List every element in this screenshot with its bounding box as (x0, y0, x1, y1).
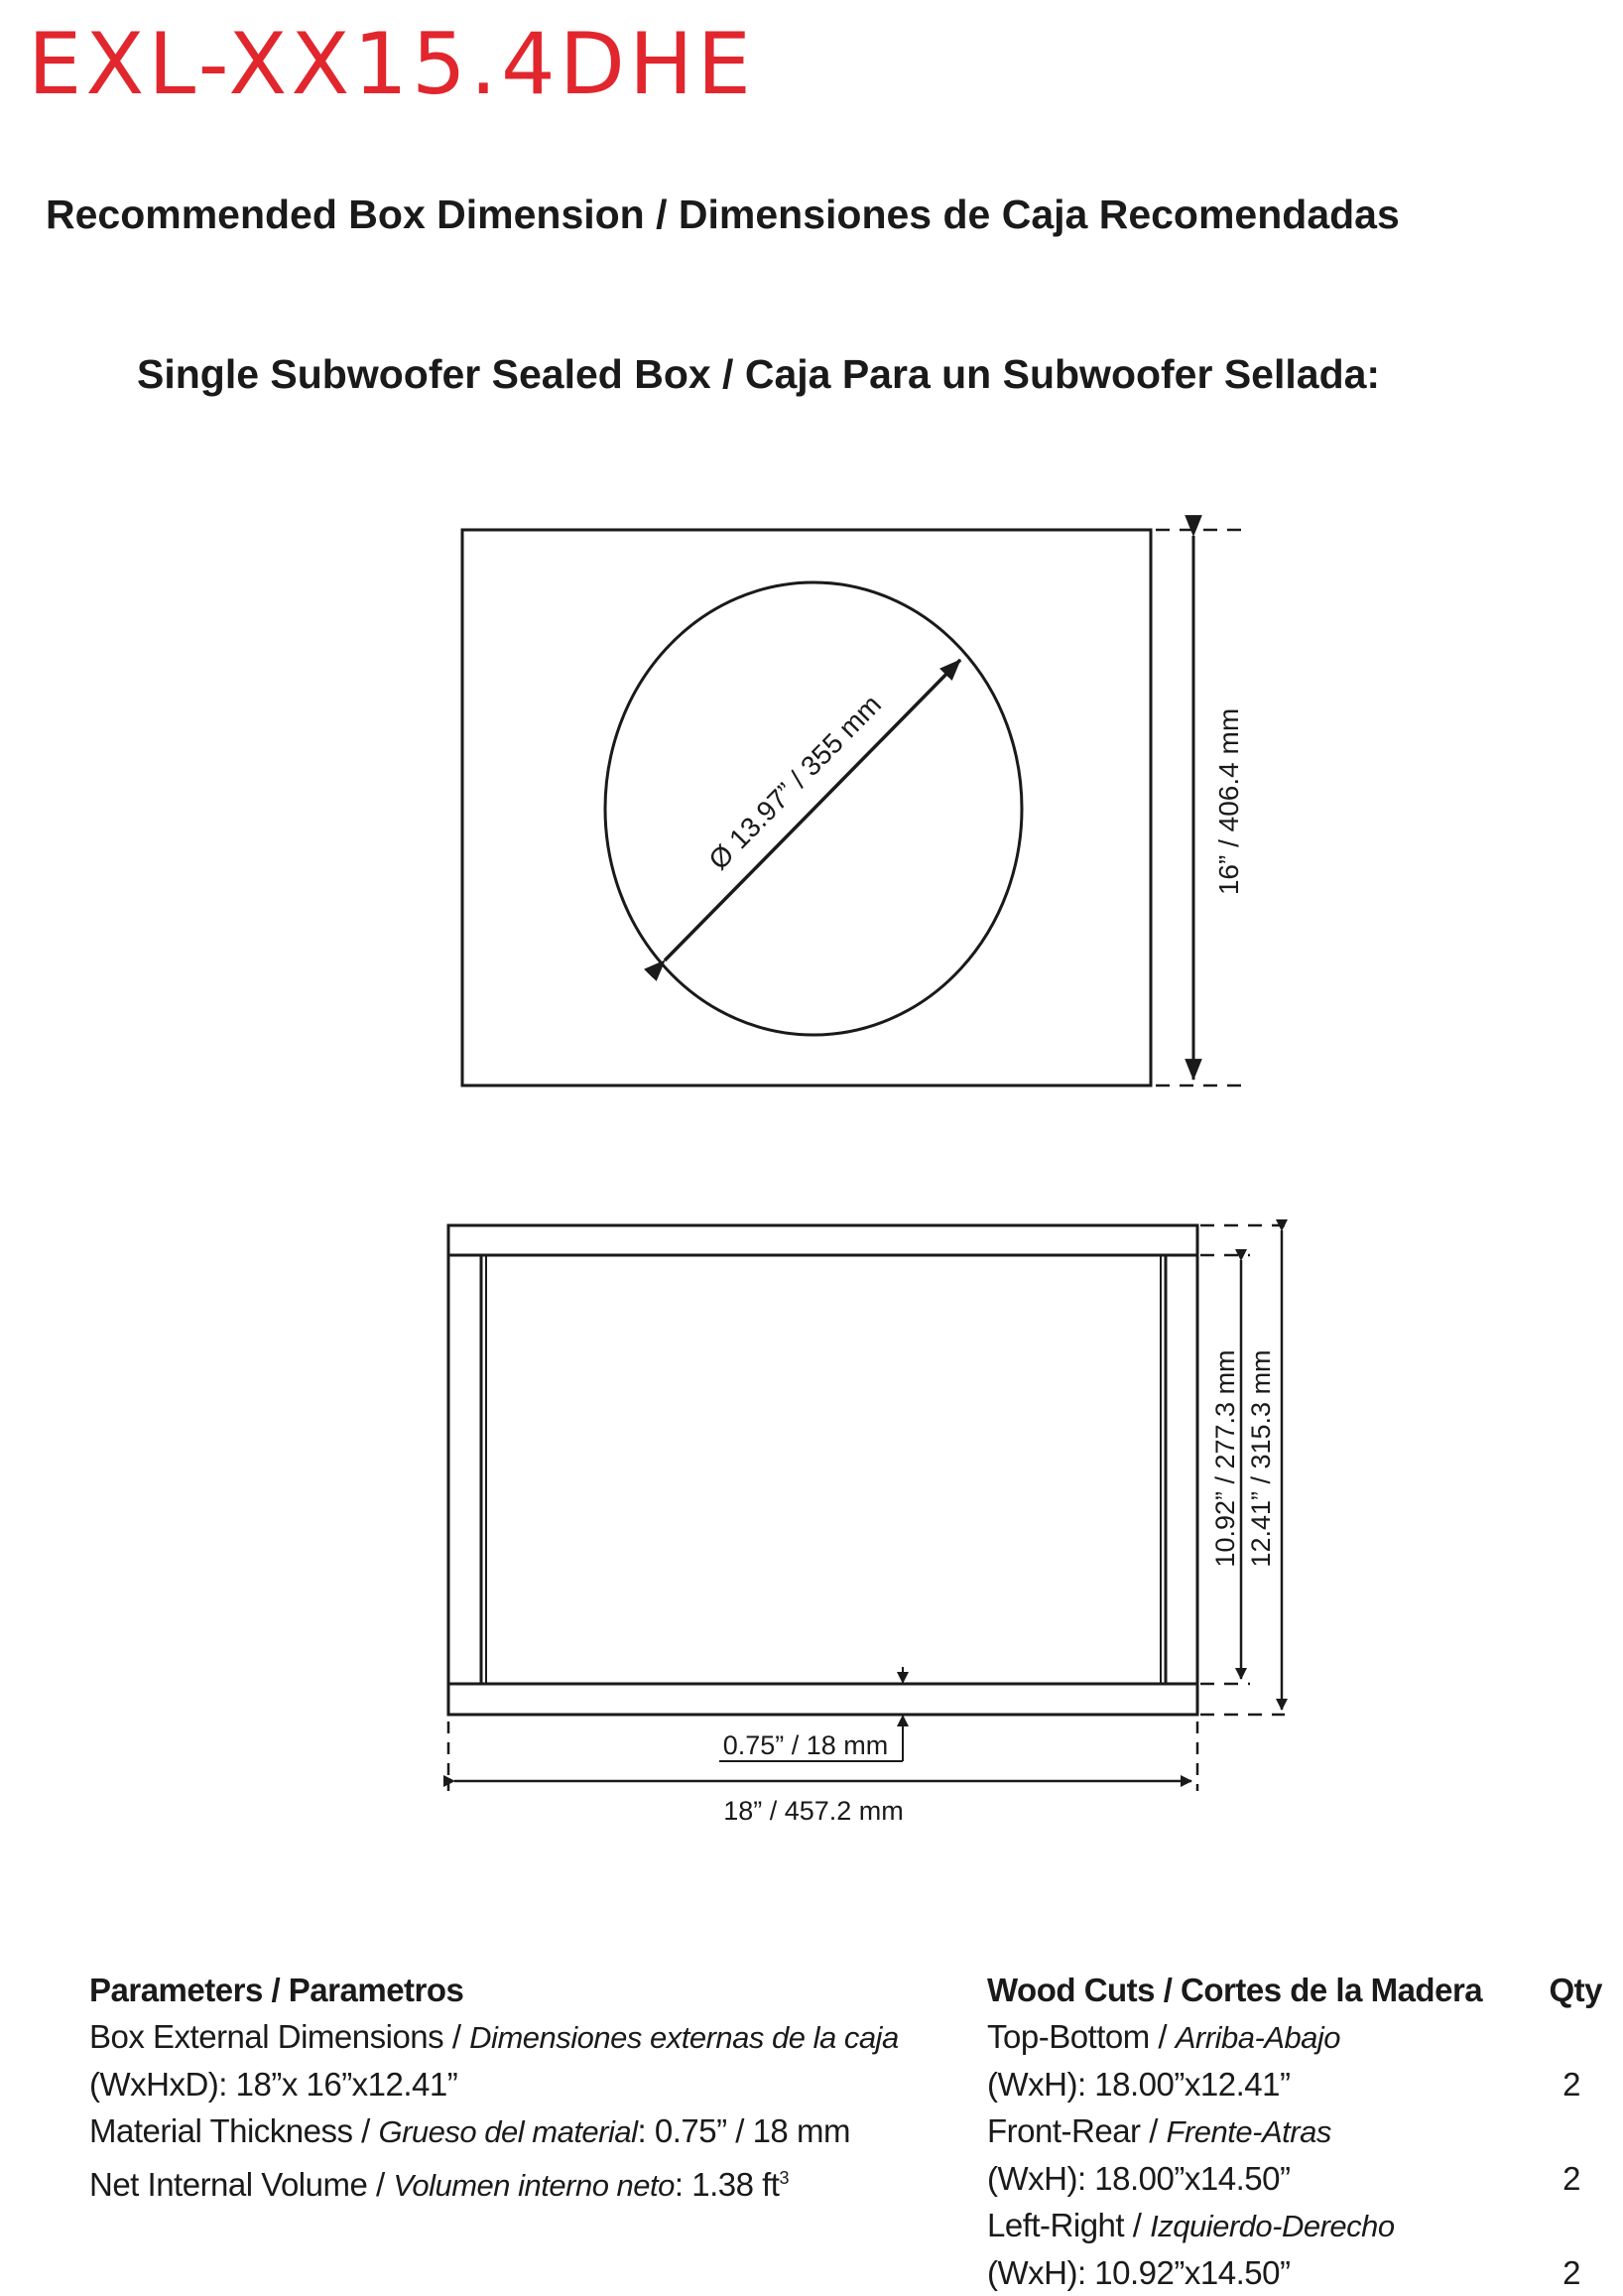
model-title: EXL-XX15.4DHE (28, 15, 755, 114)
cut-qty: 2 (1562, 2160, 1580, 2197)
volume-label: Net Internal Volume / (89, 2166, 385, 2203)
wood-cuts-section (987, 1967, 1602, 2296)
page-title: Recommended Box Dimension / Dimensiones de Caja Recomendadas (46, 191, 1400, 237)
volume-label-es: Volumen interno neto (393, 2168, 675, 2203)
cut-label: Top-Bottom / (987, 2018, 1168, 2055)
thickness-param-label-es: Grueso del material (378, 2114, 638, 2149)
cut-left-right-label (987, 2202, 1602, 2249)
thickness-label: 0.75” / 18 mm (722, 1730, 889, 1760)
ext-dim-label: Box External Dimensions / (89, 2018, 461, 2055)
qty-heading: Qty (1549, 1972, 1602, 2008)
ext-dim-label-es: Dimensiones externas de la caja (469, 2020, 899, 2055)
volume-unit-sup: 3 (779, 2168, 789, 2188)
parameters-heading: Parameters / Parametros (89, 1972, 464, 2008)
cut-label-es: Arriba-Abajo (1175, 2020, 1341, 2055)
width-label: 18” / 457.2 mm (723, 1796, 904, 1826)
diameter-arrow (665, 660, 960, 960)
cut-label: Front-Rear / (987, 2112, 1158, 2149)
cut-qty: 2 (1562, 2066, 1580, 2103)
cut-left-right-dims (987, 2249, 1602, 2296)
front-view (462, 530, 1250, 1085)
section-subtitle: Single Subwoofer Sealed Box / Caja Para un Subwoofer Sellada: (137, 351, 1381, 397)
cut-dims: (WxH): 18.00”x12.41” (987, 2066, 1291, 2103)
cut-front-rear-dims (987, 2155, 1602, 2202)
ext-dimensions-value: (WxHxD): 18”x 16”x12.41” (89, 2066, 458, 2103)
cut-label-es: Frente-Atras (1166, 2114, 1331, 2149)
thickness-row (89, 2107, 899, 2155)
cut-top-bottom-dims (987, 2061, 1602, 2107)
volume-value: : 1.38 ft (674, 2166, 780, 2203)
cut-front-rear-label (987, 2107, 1602, 2155)
volume-row (89, 2155, 899, 2209)
side-view (448, 1225, 1285, 1826)
side-outer (448, 1225, 1197, 1715)
front-panel (462, 530, 1151, 1085)
cut-top-bottom-label (987, 2013, 1602, 2061)
thickness-param-value: : 0.75” / 18 mm (637, 2112, 850, 2149)
wood-cuts-header (987, 1967, 1602, 2013)
cut-label: Left-Right / (987, 2207, 1142, 2243)
thickness-param-label: Material Thickness / (89, 2112, 370, 2149)
cut-dims: (WxH): 18.00”x14.50” (987, 2160, 1291, 2197)
side-inner (481, 1255, 1166, 1684)
internal-height-label: 10.92” / 277.3 mm (1210, 1349, 1240, 1568)
ext-dimensions-row (89, 2013, 899, 2061)
cut-dims: (WxH): 10.92”x14.50” (987, 2254, 1291, 2291)
cut-qty: 2 (1562, 2254, 1580, 2291)
front-height-label: 16” / 406.4 mm (1213, 707, 1244, 896)
wood-cuts-heading: Wood Cuts / Cortes de la Madera (987, 1972, 1483, 2008)
external-depth-label: 12.41” / 315.3 mm (1246, 1349, 1276, 1568)
diameter-label: Ø 13.97” / 355 mm (702, 689, 888, 876)
cut-label-es: Izquierdo-Derecho (1150, 2209, 1395, 2243)
parameters-section (89, 1967, 899, 2209)
